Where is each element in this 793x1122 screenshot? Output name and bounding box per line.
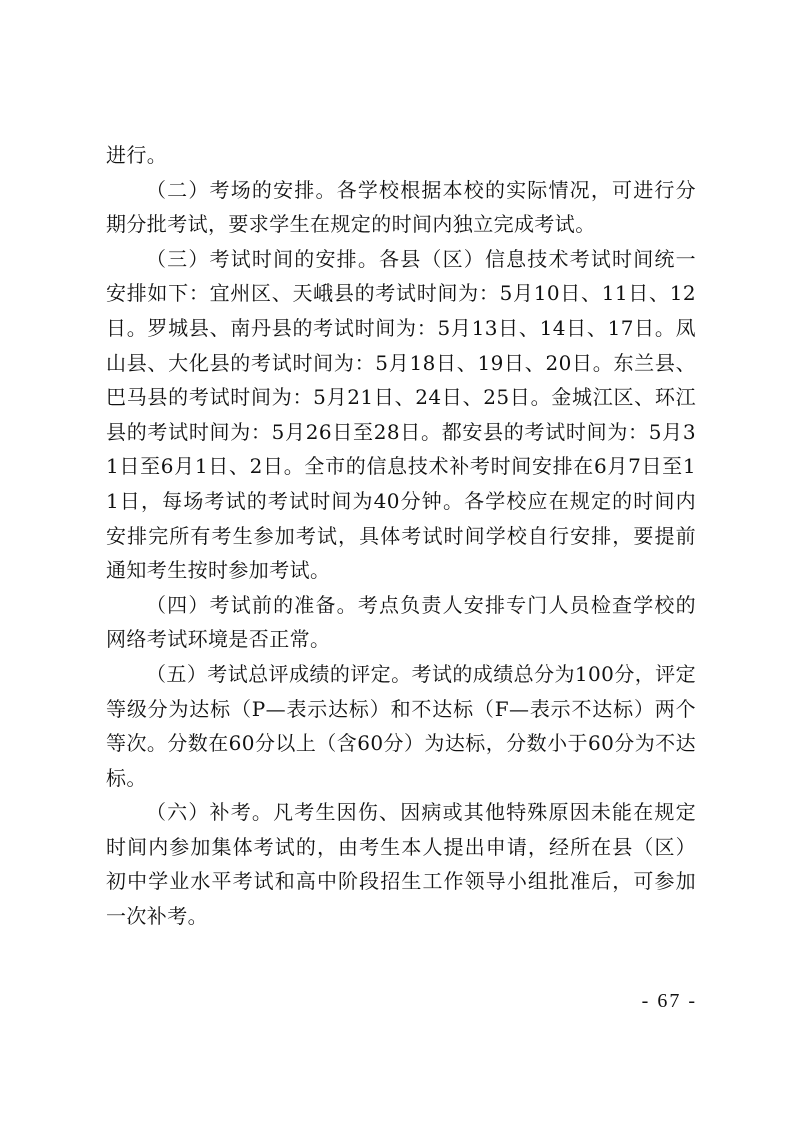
paragraph-exam-preparation: （四）考试前的准备。考点负责人安排专门人员检查学校的网络考试环境是否正常。 — [106, 592, 696, 652]
paragraph-exam-schedule: （三）考试时间的安排。各县（区）信息技术考试时间统一安排如下：宜州区、天峨县的考试时间为：5月10日、11日、12日。罗城县、南丹县的考试时间为：5月13日、14日、17日。凤山县、大化县的考试时间为：5月18日、19日、20日。东兰县、巴马县的考试时间为：5月21日、24日、25日。金城江区、环江县的考试时间为：5月26日至28日。都安县的考试时间为：5月31日至6月1日、2日。全市的信息技术补考时间安排在6月7日至11日，每场考试的考试时间为40分钟。各学校应在规定的时间内安排完所有考生参加考试，具体考试时间学校自行安排，要提前通知考生按时参加考试。 — [106, 246, 696, 583]
page-number: - 67 - — [641, 990, 697, 1012]
paragraph-makeup-exam: （六）补考。凡考生因伤、因病或其他特殊原因未能在规定时间内参加集体考试的，由考生本人提出申请，经所在县（区）初中学业水平考试和高中阶段招生工作领导小组批准后，可参加一次补考。 — [106, 800, 696, 929]
paragraph-exam-venue: （二）考场的安排。各学校根据本校的实际情况，可进行分期分批考试，要求学生在规定的时间内独立完成考试。 — [106, 177, 696, 237]
document-body — [106, 138, 696, 934]
paragraph-continuation: 进行。 — [106, 143, 168, 167]
paragraph-grading: （五）考试总评成绩的评定。考试的成绩总分为100分，评定等级分为达标（P—表示达标）和不达标（F—表示不达标）两个等次。分数在60分以上（含60分）为达标，分数小于60分为不达标。 — [106, 661, 696, 790]
